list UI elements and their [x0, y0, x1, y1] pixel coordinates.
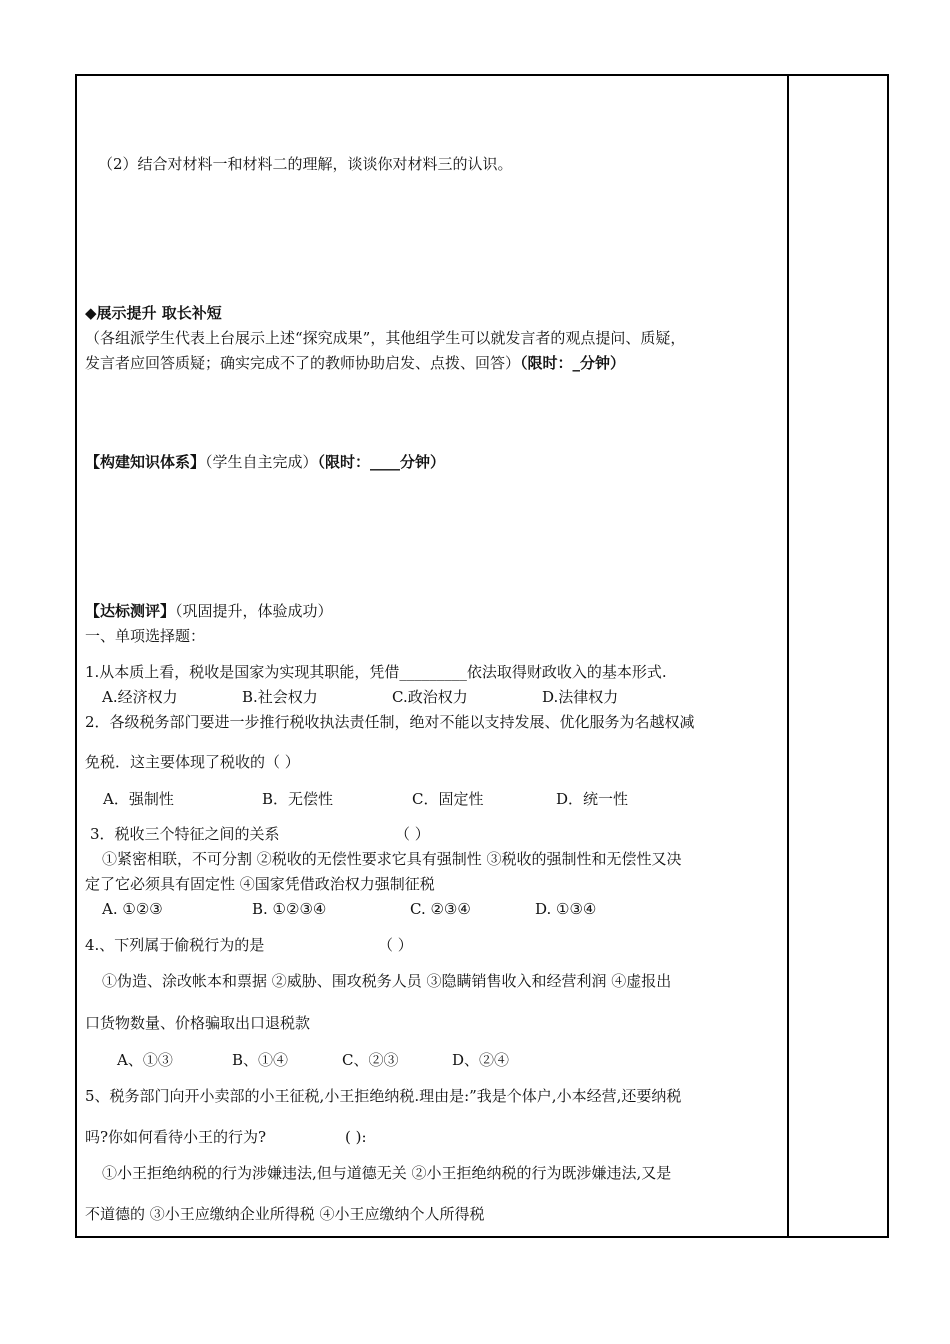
- display-instruction-line1: （各组派学生代表上台展示上述“探究成果”，其他组学生可以就发言者的观点提问、质疑，: [85, 329, 686, 347]
- knowledge-heading: 【构建知识体系】: [85, 453, 206, 471]
- q5-statements-line2: 不道德的 ③小王应缴纳企业所得税 ④小王应缴纳个人所得税: [85, 1205, 485, 1223]
- column-divider: [787, 74, 789, 1238]
- knowledge-line: [85, 452, 445, 472]
- q5-answer-paren: ( ):: [345, 1128, 367, 1146]
- test-note: （巩固提升，体验成功）: [175, 602, 333, 620]
- display-instruction-line2: [85, 353, 625, 373]
- q1-option-b: B.社会权力: [242, 688, 318, 706]
- test-heading: 【达标测评】: [85, 602, 176, 620]
- q1-stem: 1.从本质上看，税收是国家为实现其职能，凭借_________依法取得财政收入的基本形式.: [85, 663, 667, 681]
- q4-option-c: C、②③: [342, 1051, 399, 1069]
- q2-stem-line1: 2．各级税务部门要进一步推行税收执法责任制，绝对不能以支持发展、优化服务为名越权减: [85, 713, 695, 731]
- q5-stem-line1: 5、税务部门向开小卖部的小王征税,小王拒绝纳税.理由是:”我是个体户,小本经营,还要纳税: [85, 1087, 682, 1105]
- q5-statements-line1: ①小王拒绝纳税的行为涉嫌违法,但与道德无关 ②小王拒绝纳税的行为既涉嫌违法,又是: [102, 1164, 672, 1182]
- q3-statements-line2: 定了它必须具有固定性 ④国家凭借政治权力强制征税: [85, 875, 435, 893]
- q2-option-b: B．无偿性: [262, 790, 334, 808]
- q2-option-d: D．统一性: [556, 790, 629, 808]
- question-type: 一、单项选择题：: [85, 627, 206, 645]
- display-time-limit: （限时：_分钟）: [520, 354, 626, 372]
- question-part-2: （2）结合对材料一和材料二的理解，谈谈你对材料三的认识。: [98, 155, 513, 173]
- q2-option-c: C．固定性: [412, 790, 484, 808]
- display-heading: ◆展示提升 取长补短: [85, 304, 222, 322]
- test-line: [85, 601, 333, 621]
- q3-stem: 3．税收三个特征之间的关系: [90, 825, 280, 843]
- q3-option-c: C. ②③④: [410, 900, 471, 918]
- q3-option-b: B. ①②③④: [252, 900, 327, 918]
- q4-answer-paren: （ ）: [378, 936, 413, 954]
- knowledge-time-limit: （限时：____分钟）: [317, 453, 446, 471]
- knowledge-note: （学生自主完成）: [205, 453, 318, 471]
- q2-option-a: A．强制性: [103, 790, 174, 808]
- q2-stem-line2: 免税．这主要体现了税收的（ ）: [85, 753, 300, 771]
- q1-option-c: C.政治权力: [392, 688, 468, 706]
- q3-answer-paren: （ ）: [395, 825, 430, 843]
- q4-option-a: A、①③: [117, 1051, 173, 1069]
- q3-statements-line1: ①紧密相联，不可分割 ②税收的无偿性要求它具有强制性 ③税收的强制性和无偿性又决: [102, 850, 682, 868]
- q1-option-a: A.经济权力: [102, 688, 178, 706]
- q4-option-d: D、②④: [452, 1051, 510, 1069]
- q4-stem: 4.、下列属于偷税行为的是: [85, 936, 265, 954]
- q5-stem-line2: 吗?你如何看待小王的行为?: [85, 1128, 267, 1146]
- q3-option-a: A. ①②③: [102, 900, 163, 918]
- q4-statements-line1: ①伪造、涂改帐本和票据 ②威胁、围攻税务人员 ③隐瞒销售收入和经营利润 ④虚报出: [102, 972, 672, 990]
- q1-option-d: D.法律权力: [542, 688, 619, 706]
- q4-statements-line2: 口货物数量、价格骗取出口退税款: [85, 1014, 311, 1032]
- q3-option-d: D. ①③④: [535, 900, 597, 918]
- display-instruction-text: 发言者应回答质疑；确实完成不了的教师协助启发、点拨、回答）: [85, 354, 521, 372]
- q4-option-b: B、①④: [232, 1051, 289, 1069]
